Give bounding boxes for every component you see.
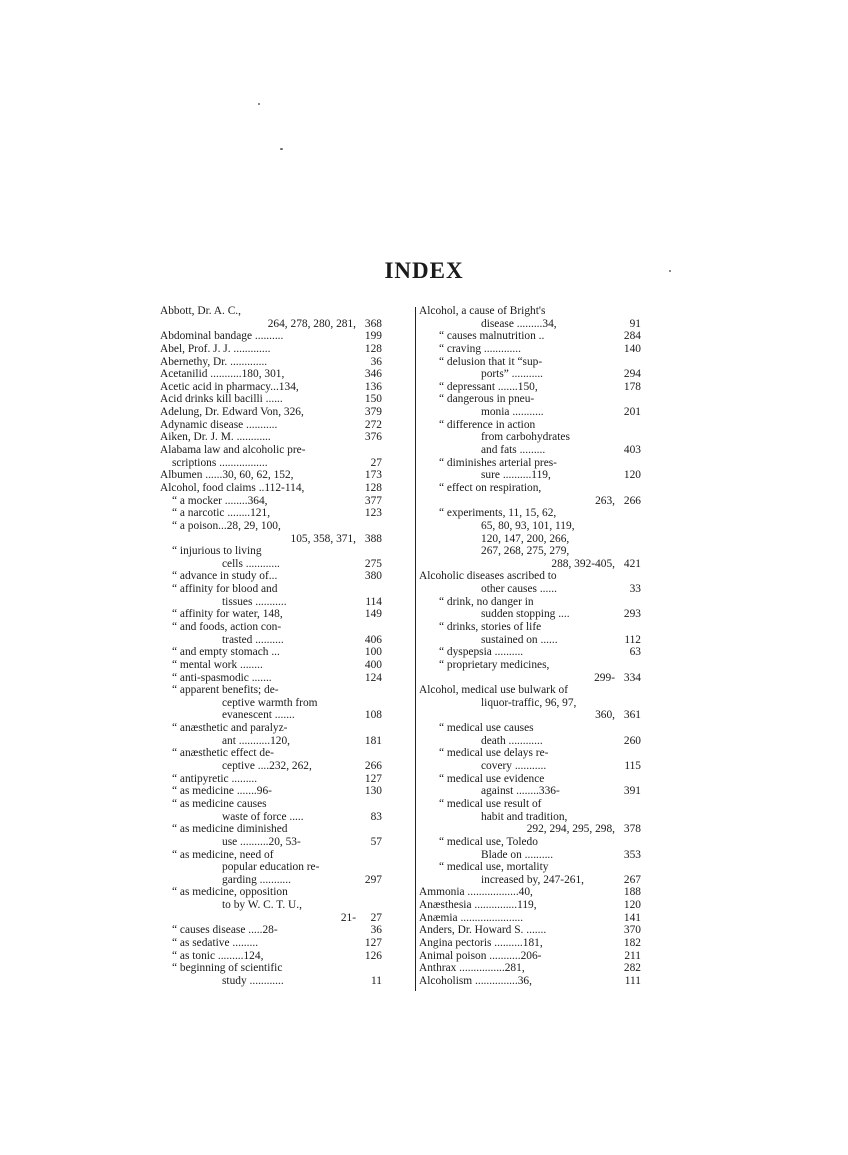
page-number: 391 [623, 785, 641, 798]
index-entry [160, 596, 382, 609]
column-divider [415, 307, 416, 991]
page-number: 188 [623, 886, 641, 899]
entry-text: Abdominal bandage .......... [160, 330, 284, 343]
page-number: 353 [623, 848, 641, 861]
entry-text: “ delusion that it “sup- [439, 355, 543, 368]
index-entry [419, 747, 641, 760]
entry-text: “ as medicine, opposition [172, 886, 288, 899]
entry-text: 65, 80, 93, 101, 119, [481, 519, 575, 532]
entry-text: Adynamic disease ........... [160, 418, 278, 431]
index-entry [419, 710, 641, 723]
index-entry [419, 431, 641, 444]
index-entry [160, 419, 382, 432]
index-entry [160, 811, 382, 824]
index-entry [419, 773, 641, 786]
page-number: 182 [623, 937, 641, 950]
index-entry [419, 507, 641, 520]
page-number: 100 [364, 646, 382, 659]
entry-text: “ mental work ........ [172, 658, 263, 671]
index-entry [419, 697, 641, 710]
page-number: 406 [364, 633, 382, 646]
page-title: INDEX [384, 258, 464, 283]
index-entry [160, 785, 382, 798]
page-number: 11 [371, 974, 382, 987]
index-entry [419, 608, 641, 621]
index-entry [160, 659, 382, 672]
index-entry [419, 558, 641, 571]
index-column-left [160, 305, 382, 988]
index-entry [160, 773, 382, 786]
page-number: 266 [364, 760, 382, 773]
index-entry [419, 886, 641, 899]
entry-text: “ injurious to living [172, 545, 262, 558]
entry-text: Ammonia ..................40, [419, 886, 533, 899]
index-entry [419, 950, 641, 963]
entry-text: “ effect on respiration, [439, 481, 542, 494]
index-entry [160, 393, 382, 406]
entry-text: liquor-traffic, 96, 97, [481, 696, 577, 709]
index-entry [419, 924, 641, 937]
page-number: 136 [364, 380, 382, 393]
index-entry [160, 558, 382, 571]
page-number: 27 [370, 911, 382, 924]
index-entry [160, 861, 382, 874]
index-entry [160, 950, 382, 963]
entry-text: use ..........20, 53- [222, 835, 301, 848]
entry-text: “ causes malnutrition .. [439, 330, 545, 343]
entry-text: “ drink, no danger in [439, 595, 534, 608]
entry-text: “ medical use, Toledo [439, 835, 538, 848]
index-entry [160, 368, 382, 381]
entry-text: “ causes disease .....28- [172, 924, 278, 937]
index-entry [419, 419, 641, 432]
entry-text: Albumen ......30, 60, 62, 152, [160, 469, 294, 482]
page-number: 108 [364, 709, 382, 722]
entry-text: “ antipyretic ......... [172, 772, 258, 785]
page-number: 376 [364, 431, 382, 444]
page-number: 173 [364, 469, 382, 482]
index-entry [160, 735, 382, 748]
index-entry [160, 520, 382, 533]
page-number: 334 [623, 671, 641, 684]
entry-text: 263, [595, 494, 615, 507]
index-entry [419, 646, 641, 659]
entry-text: monia ........... [481, 406, 544, 419]
page-number: 120 [623, 469, 641, 482]
entry-text: Anthrax ................281, [419, 962, 525, 975]
entry-text: Angina pectoris ..........181, [419, 937, 543, 950]
page-number: 267 [623, 873, 641, 886]
entry-text: 105, 358, 371, [290, 532, 356, 545]
page-number: 57 [370, 835, 382, 848]
entry-text: “ a narcotic ........121, [172, 507, 271, 520]
page-number: 370 [623, 924, 641, 937]
index-entry [419, 330, 641, 343]
scan-speck [258, 103, 260, 105]
entry-text: 288, 392-405, [551, 557, 615, 570]
entry-text: “ anæsthetic and paralyz- [172, 722, 288, 735]
entry-text: “ medical use evidence [439, 772, 545, 785]
entry-text: “ craving ............. [439, 342, 521, 355]
page-number: 211 [624, 949, 641, 962]
index-entry [160, 495, 382, 508]
page-number: 130 [364, 785, 382, 798]
page-number: 201 [623, 406, 641, 419]
index-entry [419, 659, 641, 672]
entry-text: Alcohol, food claims ..112-114, [160, 481, 305, 494]
entry-text: “ affinity for blood and [172, 583, 278, 596]
index-entry [419, 849, 641, 862]
entry-text: ceptive ....232, 262, [222, 760, 312, 773]
index-entry [160, 381, 382, 394]
entry-text: “ anti-spasmodic ....... [172, 671, 272, 684]
page-number: 36 [370, 355, 382, 368]
entry-text: “ as sedative ......... [172, 937, 259, 950]
index-entry [160, 899, 382, 912]
page-number: 112 [624, 633, 641, 646]
entry-text: “ depressant .......150, [439, 380, 538, 393]
index-entry [160, 710, 382, 723]
entry-text: “ diminishes arterial pres- [439, 456, 557, 469]
index-entry [160, 684, 382, 697]
index-entry [160, 608, 382, 621]
entry-text: study ............ [222, 974, 284, 987]
index-entry [160, 343, 382, 356]
index-entry [160, 507, 382, 520]
page-number: 127 [364, 772, 382, 785]
page-number: 63 [629, 646, 641, 659]
page-number: 150 [364, 393, 382, 406]
index-entry [419, 343, 641, 356]
index-entry [160, 583, 382, 596]
entry-text: “ medical use, mortality [439, 861, 549, 874]
entry-text: 21- [340, 911, 356, 924]
entry-text: Alcoholic diseases ascribed to [419, 570, 557, 583]
index-entry [419, 962, 641, 975]
index-entry [160, 962, 382, 975]
index-entry [419, 672, 641, 685]
entry-text: cells ............ [222, 557, 280, 570]
index-entry [160, 823, 382, 836]
index-entry [419, 937, 641, 950]
entry-text: “ affinity for water, 148, [172, 608, 283, 621]
entry-text: “ apparent benefits; de- [172, 684, 279, 697]
index-entry [160, 457, 382, 470]
index-entry [419, 621, 641, 634]
entry-text: Aiken, Dr. J. M. ............ [160, 431, 271, 444]
index-entry [160, 621, 382, 634]
index-entry [160, 886, 382, 899]
index-entry [419, 495, 641, 508]
entry-text: “ dyspepsia .......... [439, 646, 524, 659]
index-entry [160, 570, 382, 583]
index-entry [419, 305, 641, 318]
index-entry [160, 482, 382, 495]
entry-text: “ as medicine .......96- [172, 785, 272, 798]
page-number: 260 [623, 734, 641, 747]
entry-text: habit and tradition, [481, 810, 568, 823]
entry-text: 264, 278, 280, 281, [267, 317, 356, 330]
entry-text: Anders, Dr. Howard S. ....... [419, 924, 547, 937]
entry-text: disease .........34, [481, 317, 557, 330]
index-entry [160, 697, 382, 710]
page-number: 91 [629, 317, 641, 330]
entry-text: Anæsthesia ...............119, [419, 899, 537, 912]
index-entry [160, 305, 382, 318]
entry-text: and fats ......... [481, 444, 546, 457]
entry-text: “ proprietary medicines, [439, 658, 550, 671]
index-entry [419, 368, 641, 381]
page-number: 378 [623, 823, 641, 836]
entry-text: sudden stopping .... [481, 608, 570, 621]
index-entry [419, 482, 641, 495]
entry-text: covery ........... [481, 760, 547, 773]
entry-text: Blade on .......... [481, 848, 554, 861]
entry-text: “ as medicine, need of [172, 848, 274, 861]
page-number: 199 [364, 330, 382, 343]
index-entry [419, 634, 641, 647]
entry-text: death ............ [481, 734, 543, 747]
index-entry [419, 570, 641, 583]
entry-text: from carbohydrates [481, 431, 570, 444]
index-entry [419, 722, 641, 735]
index-entry [160, 356, 382, 369]
entry-text: “ as medicine diminished [172, 823, 288, 836]
entry-text: “ experiments, 11, 15, 62, [439, 507, 557, 520]
entry-text: 120, 147, 200, 266, [481, 532, 570, 545]
entry-text: “ anæsthetic effect de- [172, 747, 274, 760]
page-number: 27 [370, 456, 382, 469]
entry-text: “ and foods, action con- [172, 621, 282, 633]
index-entry [160, 330, 382, 343]
index-entry [160, 634, 382, 647]
index-entry [419, 469, 641, 482]
index-entry [160, 722, 382, 735]
entry-text: tissues ........... [222, 595, 287, 608]
entry-text: “ advance in study of... [172, 570, 278, 583]
entry-text: scriptions ................. [172, 456, 268, 469]
page-number: 284 [623, 330, 641, 343]
index-entry [160, 836, 382, 849]
page-number: 400 [364, 658, 382, 671]
page-number: 297 [364, 873, 382, 886]
entry-text: sure ..........119, [481, 469, 551, 482]
page-number: 178 [623, 380, 641, 393]
page-number: 115 [624, 760, 641, 773]
index-entry [419, 735, 641, 748]
entry-text: “ dangerous in pneu- [439, 393, 535, 406]
index-entry [419, 318, 641, 331]
index-entry [419, 899, 641, 912]
index-entry [160, 444, 382, 457]
index-entry [419, 874, 641, 887]
index-entry [160, 431, 382, 444]
index-entry [419, 684, 641, 697]
index-entry [160, 672, 382, 685]
page-number: 128 [364, 342, 382, 355]
page-number: 361 [623, 709, 641, 722]
entry-text: ceptive warmth from [222, 696, 318, 709]
index-column-right [419, 305, 641, 988]
page-number: 388 [364, 532, 382, 545]
page-number: 346 [364, 368, 382, 381]
page-number: 124 [364, 671, 382, 684]
index-entry [419, 861, 641, 874]
entry-text: Alcohol, a cause of Bright's [419, 305, 546, 317]
page-number: 83 [370, 810, 382, 823]
page-number: 272 [364, 418, 382, 431]
entry-text: Anæmia ...................... [419, 911, 524, 924]
index-entry [419, 836, 641, 849]
entry-text: Alabama law and alcoholic pre- [160, 444, 306, 457]
entry-text: “ medical use causes [439, 722, 534, 735]
entry-text: 360, [595, 709, 615, 722]
page-number: 149 [364, 608, 382, 621]
entry-text: 267, 268, 275, 279, [481, 545, 570, 558]
entry-text: “ and empty stomach ... [172, 646, 280, 659]
entry-text: evanescent ....... [222, 709, 295, 722]
entry-text: “ medical use delays re- [439, 747, 549, 760]
page-number: 266 [623, 494, 641, 507]
entry-text: “ beginning of scientific [172, 962, 283, 975]
index-entry [419, 583, 641, 596]
index-entry [419, 798, 641, 811]
page-number: 379 [364, 406, 382, 419]
page-number: 377 [364, 494, 382, 507]
page-number: 403 [623, 444, 641, 457]
entry-text: Animal poison ...........206- [419, 949, 542, 962]
index-entry [419, 975, 641, 988]
entry-text: 292, 294, 295, 298, [526, 823, 615, 836]
page-number: 421 [623, 557, 641, 570]
entry-text: “ a poison...28, 29, 100, [172, 519, 281, 532]
index-entry [419, 444, 641, 457]
entry-text: “ difference in action [439, 418, 536, 431]
entry-text: “ as medicine causes [172, 797, 267, 810]
page-number: 33 [629, 583, 641, 596]
entry-text: “ as tonic .........124, [172, 949, 264, 962]
index-entry [419, 393, 641, 406]
page-number: 380 [364, 570, 382, 583]
index-entry [419, 406, 641, 419]
index-entry [160, 469, 382, 482]
entry-text: Abernethy, Dr. ............. [160, 355, 268, 368]
entry-text: ant ...........120, [222, 734, 291, 747]
page-number: 282 [623, 962, 641, 975]
page-number: 128 [364, 481, 382, 494]
index-entry [419, 520, 641, 533]
entry-text: Abbott, Dr. A. C., [160, 305, 242, 317]
entry-text: Acetic acid in pharmacy...134, [160, 380, 299, 393]
entry-text: popular education re- [222, 861, 320, 874]
index-entry [419, 760, 641, 773]
index-entry [419, 533, 641, 546]
entry-text: “ a mocker ........364, [172, 494, 268, 507]
entry-text: trasted .......... [222, 633, 284, 646]
entry-text: increased by, 247-261, [481, 873, 585, 886]
page-number: 181 [364, 734, 382, 747]
index-entry [160, 760, 382, 773]
index-entry [160, 975, 382, 988]
page-number: 36 [370, 924, 382, 937]
page-number: 126 [364, 949, 382, 962]
index-entry [419, 545, 641, 558]
index-entry [419, 457, 641, 470]
entry-text: against ........336- [481, 785, 560, 798]
entry-text: garding ........... [222, 873, 291, 886]
index-entry [160, 912, 382, 925]
index-entry [160, 318, 382, 331]
index-entry [419, 912, 641, 925]
page-number: 275 [364, 557, 382, 570]
page-number: 294 [623, 368, 641, 381]
page-number: 293 [623, 608, 641, 621]
index-entry [160, 937, 382, 950]
entry-text: sustained on ...... [481, 633, 558, 646]
index-entry [419, 381, 641, 394]
page-number: 120 [623, 899, 641, 912]
entry-text: Abel, Prof. J. J. ............. [160, 342, 271, 355]
entry-text: to by W. C. T. U., [222, 899, 302, 912]
index-entry [160, 545, 382, 558]
index-entry [419, 811, 641, 824]
entry-text: ports” ........... [481, 368, 544, 381]
entry-text: Acid drinks kill bacilli ...... [160, 393, 283, 406]
index-entry [160, 747, 382, 760]
page-number: 141 [623, 911, 641, 924]
index-entry [419, 356, 641, 369]
index-entry [419, 823, 641, 836]
index-entry [160, 798, 382, 811]
index-entry [160, 646, 382, 659]
index-entry [160, 849, 382, 862]
entry-text: Alcohol, medical use bulwark of [419, 684, 568, 697]
entry-text: “ medical use result of [439, 797, 542, 810]
index-entry [419, 596, 641, 609]
entry-text: 299- [594, 671, 615, 684]
scan-speck [280, 148, 283, 150]
index-entry [160, 533, 382, 546]
index-entry [160, 874, 382, 887]
entry-text: “ drinks, stories of life [439, 621, 542, 633]
entry-text: Adelung, Dr. Edward Von, 326, [160, 406, 304, 419]
page-number: 123 [364, 507, 382, 520]
entry-text: waste of force ..... [222, 810, 304, 823]
entry-text: Alcoholism ...............36, [419, 974, 532, 987]
page-number: 114 [365, 595, 382, 608]
page-number: 140 [623, 342, 641, 355]
page-number: 127 [364, 937, 382, 950]
page-number: 368 [364, 317, 382, 330]
index-entry [160, 924, 382, 937]
entry-text: other causes ...... [481, 583, 557, 596]
page-number: 111 [624, 974, 641, 987]
index-entry [419, 785, 641, 798]
entry-text: Acetanilid ...........180, 301, [160, 368, 285, 381]
index-entry [160, 406, 382, 419]
